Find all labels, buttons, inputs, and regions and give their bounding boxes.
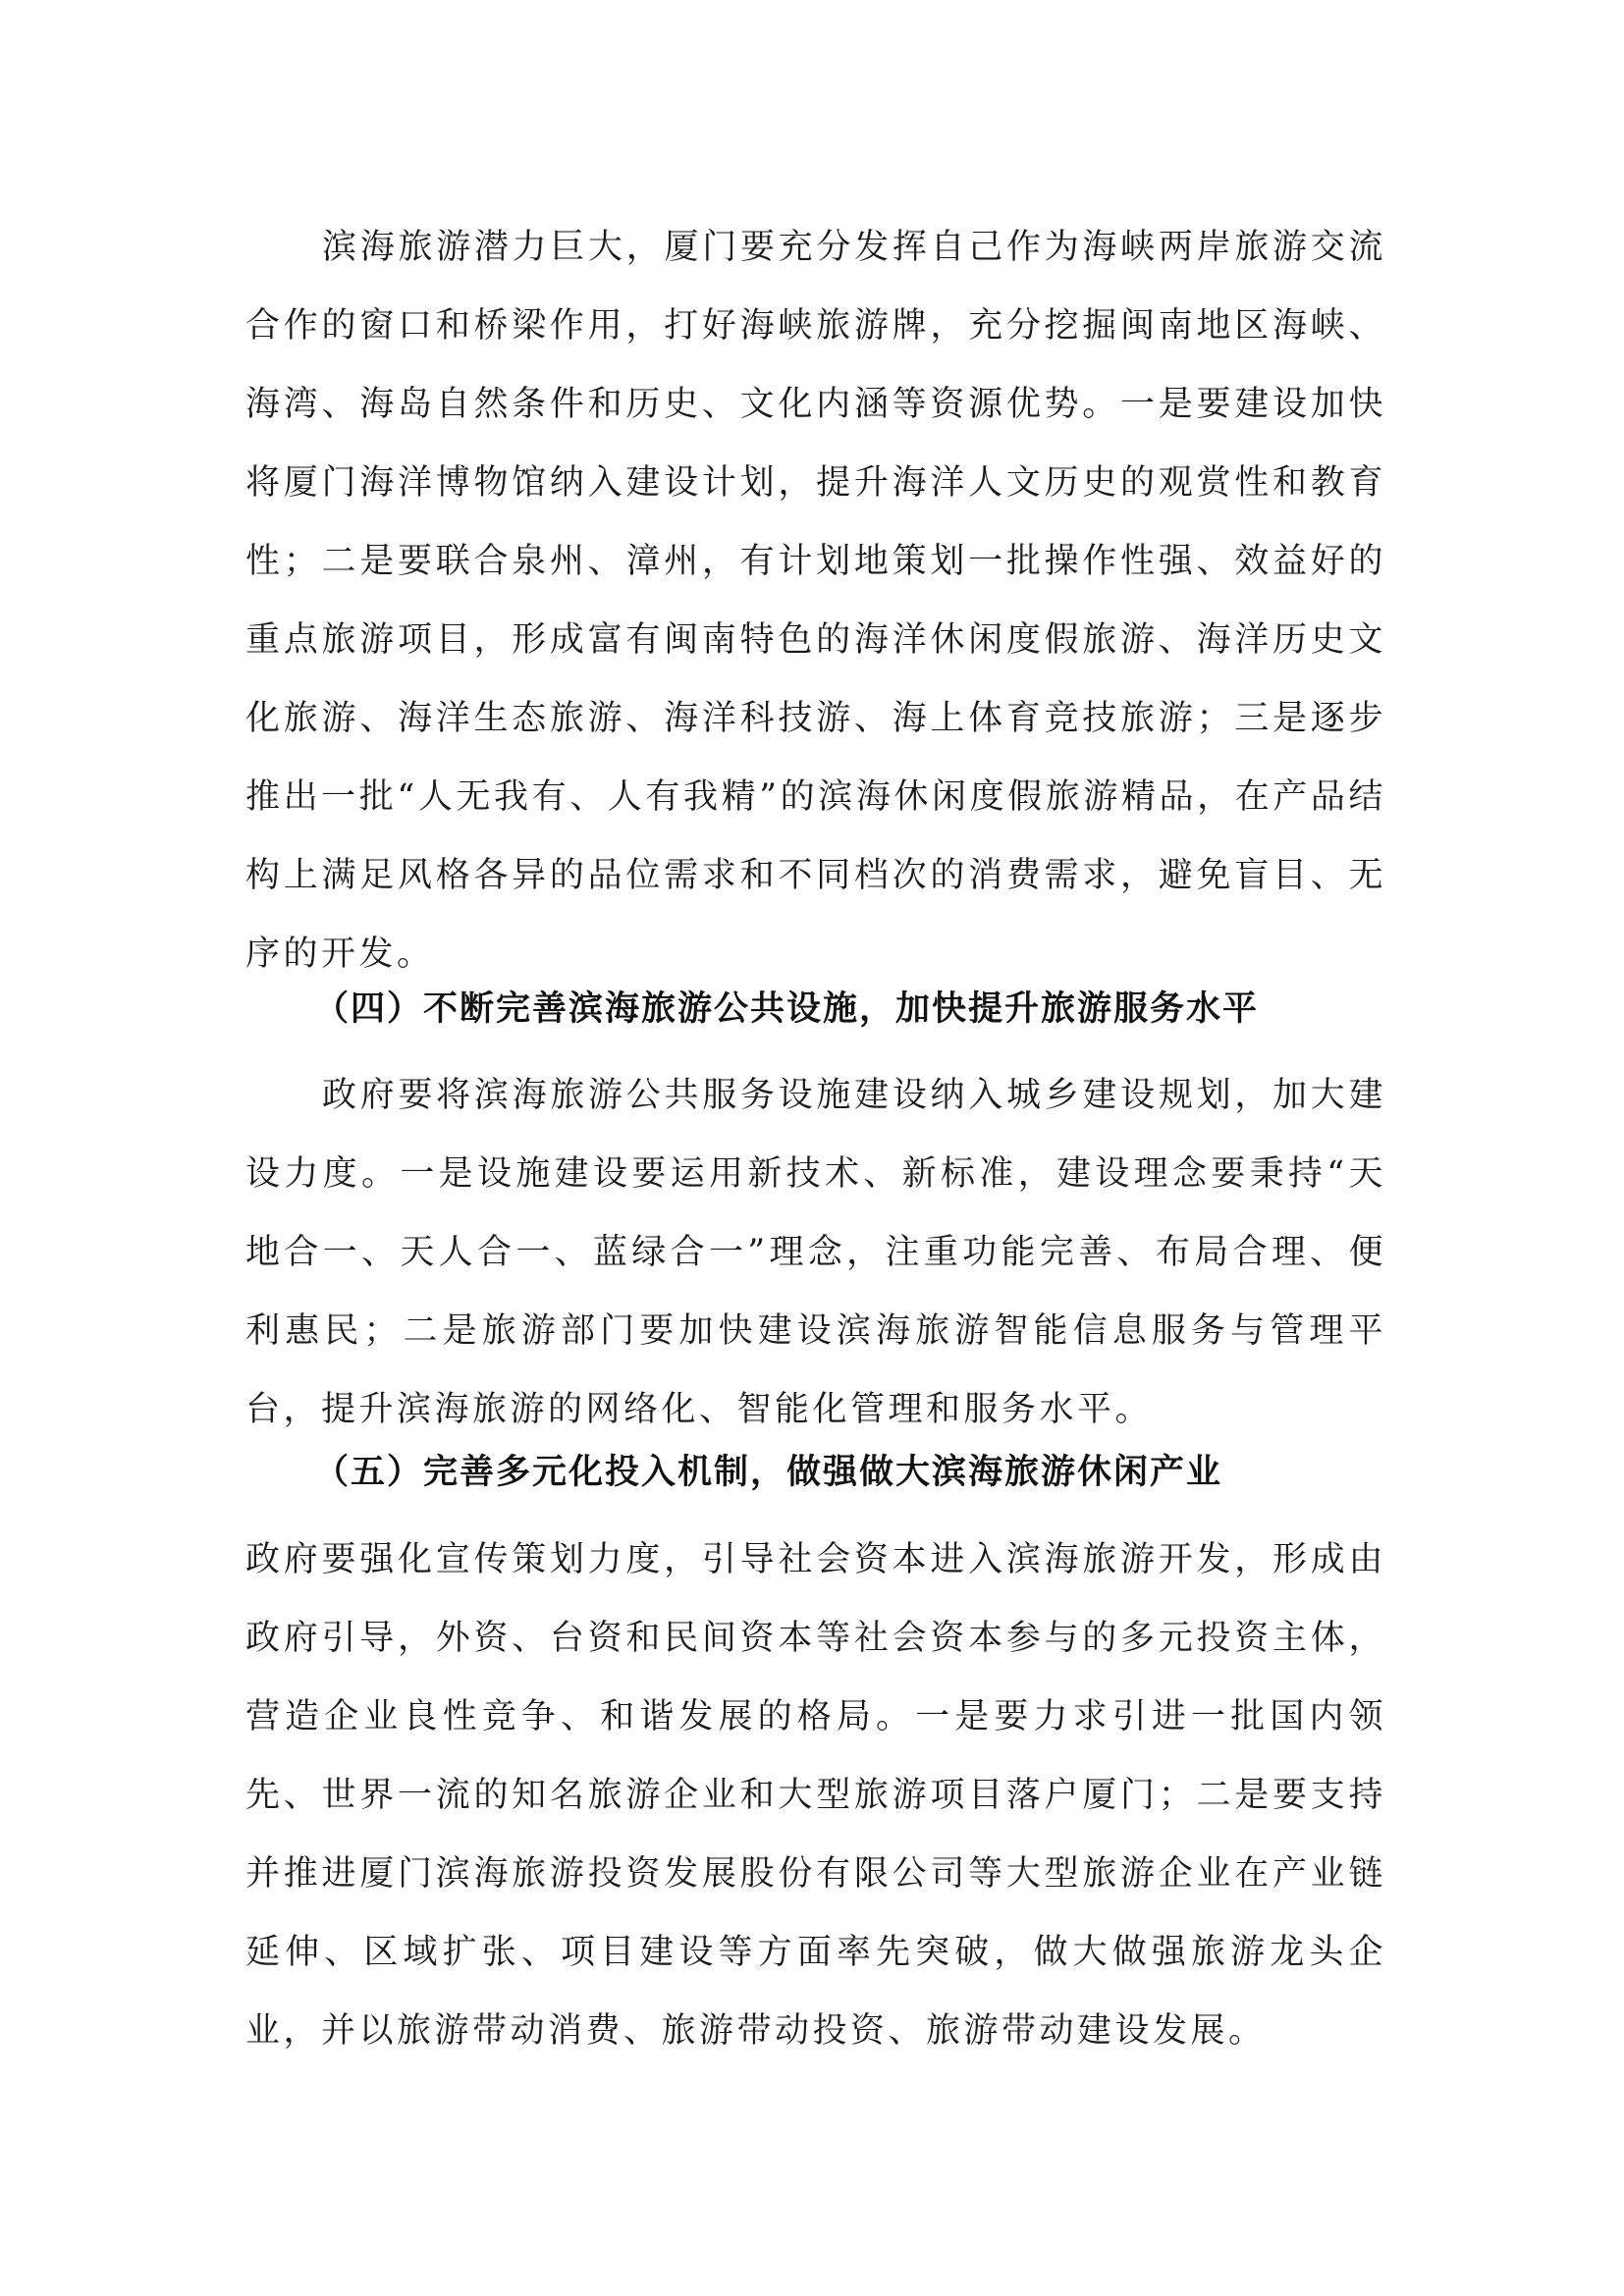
- section-heading-5: （五）完善多元化投入机制，做强做大滨海旅游休闲产业: [314, 1453, 1223, 1492]
- paragraph-investment-mechanism: 政府要强化宣传策划力度，引导社会资本进入滨海旅游开发，形成由政府引导，外资、台资和民间资本等社会资本参与的多元投资主体，营造企业良性竞争、和谐发展的格局。一是要力求引进一批国内领先、世界一流的知名旅游企业和大型旅游项目落户厦门；二是要支持并推进厦门滨海旅游投资发展股份有限公司等大型旅游企业在产业链延伸、区域扩张、项目建设等方面率先突破，做大做强旅游龙头企业，并以旅游带动消费、旅游带动投资、旅游带动建设发展。: [245, 1540, 1386, 2051]
- paragraph-coastal-tourism-potential: 滨海旅游潜力巨大，厦门要充分发挥自己作为海峡两岸旅游交流合作的窗口和桥梁作用，打好海峡旅游牌，充分挖掘闽南地区海峡、海湾、海岛自然条件和历史、文化内涵等资源优势。一是要建设加快将厦门海洋博物馆纳入建设计划，提升海洋人文历史的观赏性和教育性；二是要联合泉州、漳州，有计划地策划一批操作性强、效益好的重点旅游项目，形成富有闽南特色的海洋休闲度假旅游、海洋历史文化旅游、海洋生态旅游、海洋科技游、海上体育竞技旅游；三是逐步推出一批“人无我有、人有我精”的滨海休闲度假旅游精品，在产品结构上满足风格各异的品位需求和不同档次的消费需求，避免盲目、无序的开发。: [245, 228, 1386, 974]
- paragraph-public-facilities: 政府要将滨海旅游公共服务设施建设纳入城乡建设规划，加大建设力度。一是设施建设要运用新技术、新标准，建设理念要秉持“天地合一、天人合一、蓝绿合一”理念，注重功能完善、布局合理、便利惠民；二是旅游部门要加快建设滨海旅游智能信息服务与管理平台，提升滨海旅游的网络化、智能化管理和服务水平。: [245, 1076, 1386, 1429]
- section-heading-4: （四）不断完善滨海旅游公共设施，加快提升旅游服务水平: [314, 989, 1260, 1029]
